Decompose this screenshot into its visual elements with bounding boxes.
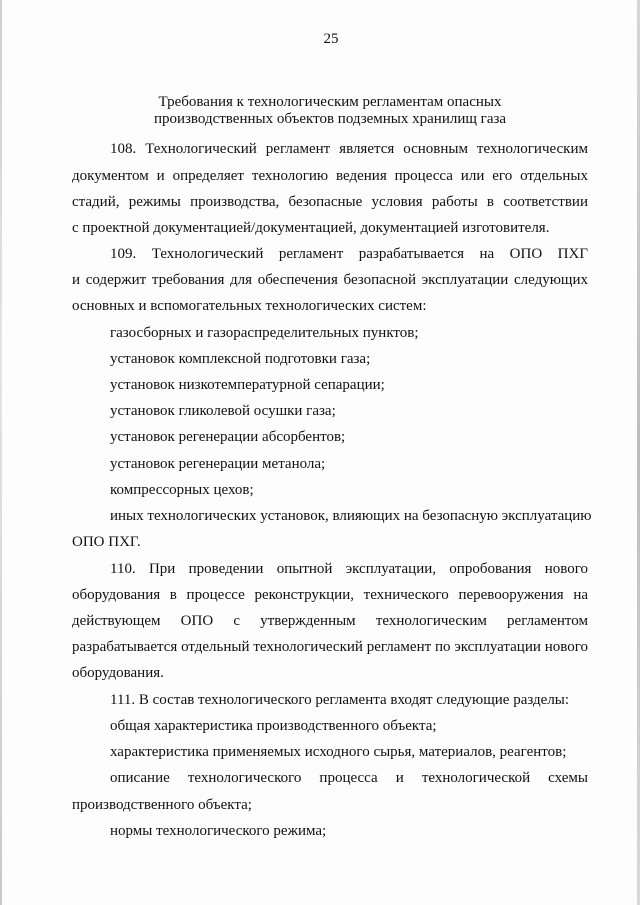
- heading-line-2: производственных объектов подземных хранилищ газа: [153, 111, 507, 127]
- p109-list-item: компрессорных цехов;: [110, 482, 254, 498]
- p111-list-item: характеристика применяемых исходного сырья, материалов, реагентов;: [110, 744, 567, 760]
- page-number: 25: [323, 31, 339, 47]
- p109-list-item: газосборных и газораспределительных пунктов;: [110, 325, 419, 341]
- p109-line-3: основных и вспомогательных технологических систем:: [72, 298, 427, 314]
- p110-line-3: действующем ОПО с утвержденным технологическим регламентом: [72, 613, 588, 629]
- p109-list-item: установок регенерации метанола;: [110, 456, 326, 472]
- heading-line-1: Требования к технологическим регламентам опасных: [158, 94, 502, 110]
- scan-edge-left: [0, 0, 2, 905]
- p109-tail: ОПО ПХГ.: [72, 534, 141, 550]
- p109-list-item: установок комплексной подготовки газа;: [110, 351, 371, 367]
- p111-list-item: описание технологического процесса и технологической схемы: [110, 770, 588, 786]
- p110-line-5: оборудования.: [72, 665, 164, 681]
- p108-line-2: документом и определяет технологию ведения процесса или его отдельных: [72, 168, 588, 184]
- p109-list-item: установок гликолевой осушки газа;: [110, 403, 336, 419]
- p108-line-4: с проектной документацией/документацией, документацией изготовителя.: [72, 220, 550, 236]
- p108-line-3: стадий, режимы производства, безопасные условия работы в соответствии: [72, 194, 588, 210]
- p108-line-1: 108. Технологический регламент является основным технологическим: [110, 141, 588, 157]
- p111-list-item: общая характеристика производственного объекта;: [110, 718, 437, 734]
- p111-continuation: производственного объекта;: [72, 797, 252, 813]
- p111-last-item: нормы технологического режима;: [110, 823, 327, 839]
- p109-line-1: 109. Технологический регламент разрабатывается на ОПО ПХГ: [110, 246, 588, 262]
- p110-line-2: оборудования в процессе реконструкции, технического перевооружения на: [72, 587, 588, 603]
- p109-line-2: и содержит требования для обеспечения безопасной эксплуатации следующих: [72, 272, 588, 288]
- p109-list-item: установок низкотемпературной сепарации;: [110, 377, 385, 393]
- p109-list-item: иных технологических установок, влияющих на безопасную эксплуатацию: [110, 508, 592, 524]
- p111-line-1: 111. В состав технологического регламента входят следующие разделы:: [110, 692, 570, 708]
- p110-line-4: разрабатывается отдельный технологический регламент по эксплуатации нового: [72, 639, 588, 655]
- p109-list-item: установок регенерации абсорбентов;: [110, 429, 346, 445]
- p110-line-1: 110. При проведении опытной эксплуатации, опробования нового: [110, 561, 588, 577]
